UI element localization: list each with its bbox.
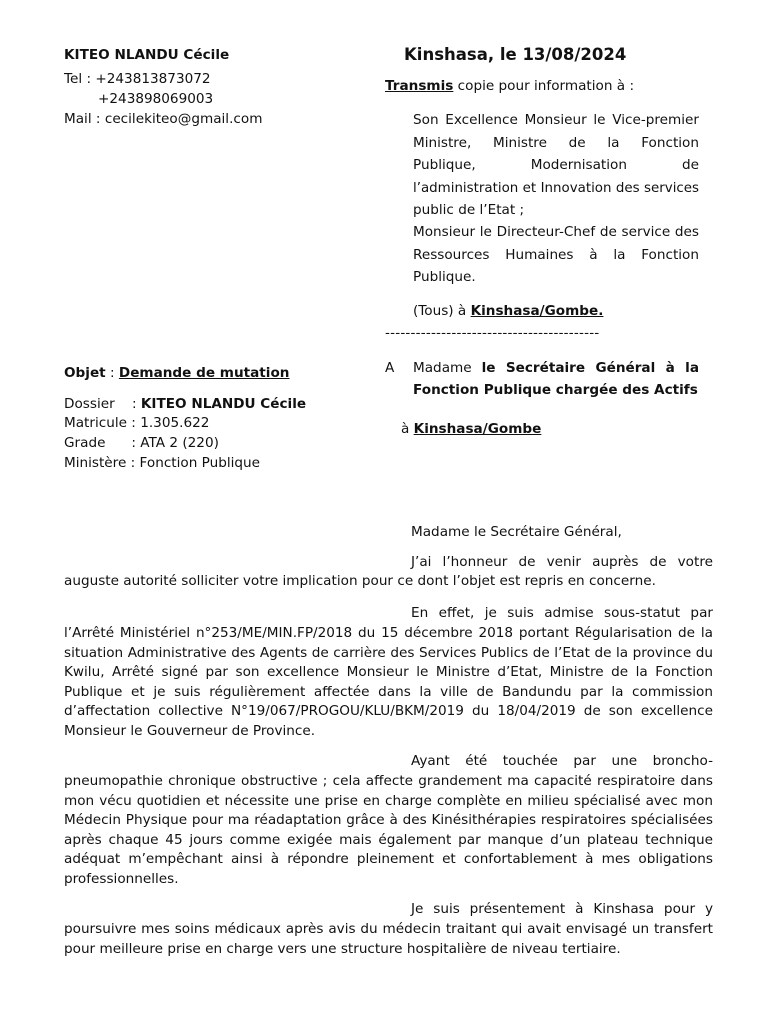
addressee-line-1 <box>413 359 699 379</box>
tel-number-2: +243898069003 <box>98 91 214 107</box>
paragraph-1-rest <box>64 572 713 592</box>
paragraph-3-rest <box>64 772 713 892</box>
copy-tous <box>413 302 603 322</box>
addressee-place-name: Kinshasa/Gombe <box>413 421 542 437</box>
recipient-2-line: Ressources Humaines à la Fonction <box>413 246 699 263</box>
dossier-value: KITEO NLANDU Cécile <box>140 396 307 412</box>
paragraph-1-first <box>411 553 713 573</box>
paragraph-line: l’Arrêté Ministériel n°253/ME/MIN.FP/2018 du 15 décembre 2018 portant Régularisation de la <box>64 625 713 641</box>
transmis-label: Transmis <box>385 78 454 94</box>
paragraph-line: Publique et je suis régulièrement affectée dans la ville de Bandundu par la commission <box>64 683 713 700</box>
addressee-madame: Madame <box>413 360 472 376</box>
dossier-label: Dossier : <box>64 396 141 412</box>
tel-label: Tel : <box>64 71 96 87</box>
paragraph-line: Kwilu, Arrêté signé par son excellence Monsieur le Ministre d’Etat, Ministre de la Fonction <box>64 664 713 681</box>
paragraph-line: pour meilleure prise en charge vers une structure hospitalière de niveau tertiaire. <box>64 940 621 957</box>
paragraph-line: Médecin Physique pour ma réadaptation grâce à des Kinésithérapies respiratoires spécialisées <box>64 812 713 829</box>
grade-line: Grade : ATA 2 (220) <box>64 435 219 451</box>
paragraph-line: auguste autorité solliciter votre implication pour ce dont l’objet est repris en concerne. <box>64 573 656 589</box>
tous-text: (Tous) à <box>413 303 471 319</box>
addressee-a: A <box>385 360 395 376</box>
copy-recipient-2 <box>413 223 699 289</box>
place-date: Kinshasa, le 13/08/2024 <box>404 45 627 64</box>
paragraph-4-rest <box>64 920 713 960</box>
paragraph-line: J’ai l’honneur de venir auprès de votre <box>411 554 713 570</box>
objet-value: Demande de mutation <box>118 365 290 381</box>
addressee-place-prefix: à <box>401 421 414 437</box>
recipient-1-line: public de l’Etat ; <box>413 202 525 218</box>
tous-place: Kinshasa/Gombe. <box>470 303 604 319</box>
paragraph-line: En effet, je suis admise sous-statut par <box>411 605 713 621</box>
recipient-1-line: Son Excellence Monsieur le Vice-premier <box>413 112 699 128</box>
paragraph-4-first <box>411 900 713 920</box>
addressee-title-1: le Secrétaire Général à la <box>481 360 700 376</box>
paragraph-line: d’affectation collective N°19/067/PROGOU/KLU/BKM/2019 du 18/04/2019 de son excellence <box>64 703 713 720</box>
paragraph-line: mon vécu quotidien et nécessite une prise en charge complète en milieu spécialisé avec mon <box>64 792 713 809</box>
paragraph-line: Monsieur le Gouverneur de Province. <box>64 723 316 739</box>
objet-line <box>64 364 289 384</box>
paragraph-3-first <box>411 752 713 772</box>
paragraph-line: professionnelles. <box>64 871 179 887</box>
paragraph-2-rest <box>64 624 713 744</box>
salutation: Madame le Secrétaire Général, <box>411 524 622 540</box>
paragraph-2-first <box>411 604 713 624</box>
recipient-1-line: Ministre, Ministre de la Fonction <box>413 134 699 151</box>
mail-address: cecilekiteo@gmail.com <box>104 111 263 127</box>
paragraph-line: après chaque 45 jours comme exigée mais également par manque d’un plateau technique <box>64 831 713 848</box>
dossier-line <box>64 395 306 415</box>
paragraph-line: poursuivre mes soins médicaux après avis du médecin traitant qui avait envisagé un transfert <box>64 921 713 937</box>
addressee-title-2: Fonction Publique chargée des Actifs <box>413 382 698 398</box>
ministere-line: Ministère : Fonction Publique <box>64 455 261 471</box>
addressee-place <box>401 420 541 440</box>
mail-label: Mail : <box>64 111 105 127</box>
objet-label: Objet <box>64 365 106 381</box>
copy-intro-text: copie pour information à : <box>453 78 635 94</box>
separator-line: ------------------------------------------ <box>385 325 600 341</box>
paragraph-line: Ayant été touchée par une broncho- <box>411 753 713 769</box>
addressee-line-1-text <box>413 359 699 379</box>
sender-name: KITEO NLANDU Cécile <box>64 47 230 63</box>
sender-tel <box>64 70 211 90</box>
paragraph-line: situation Administrative des Agents de carrière des Services Publics de l’Etat de la province du <box>64 644 713 661</box>
matricule-line: Matricule : 1.305.622 <box>64 415 210 431</box>
tel-number-1: +243813873072 <box>95 71 211 87</box>
paragraph-line: adéquat m’empêchant ainsi à répondre pleinement et confortablement à mes obligations <box>64 851 713 868</box>
recipient-2-line: Monsieur le Directeur-Chef de service des <box>413 224 699 240</box>
objet-sep: : <box>105 365 119 381</box>
copy-recipient-1 <box>413 111 699 218</box>
recipient-1-line: Publique, Modernisation de <box>413 157 699 173</box>
recipient-2-line: Publique. <box>413 269 476 285</box>
paragraph-line: Je suis présentement à Kinshasa pour y <box>411 901 713 917</box>
copy-intro <box>385 77 634 97</box>
sender-mail <box>64 110 262 130</box>
recipient-1-line: l’administration et Innovation des services <box>413 180 699 196</box>
paragraph-line: pneumopathie chronique obstructive ; cela affecte grandement ma capacité respiratoire dans <box>64 773 713 789</box>
